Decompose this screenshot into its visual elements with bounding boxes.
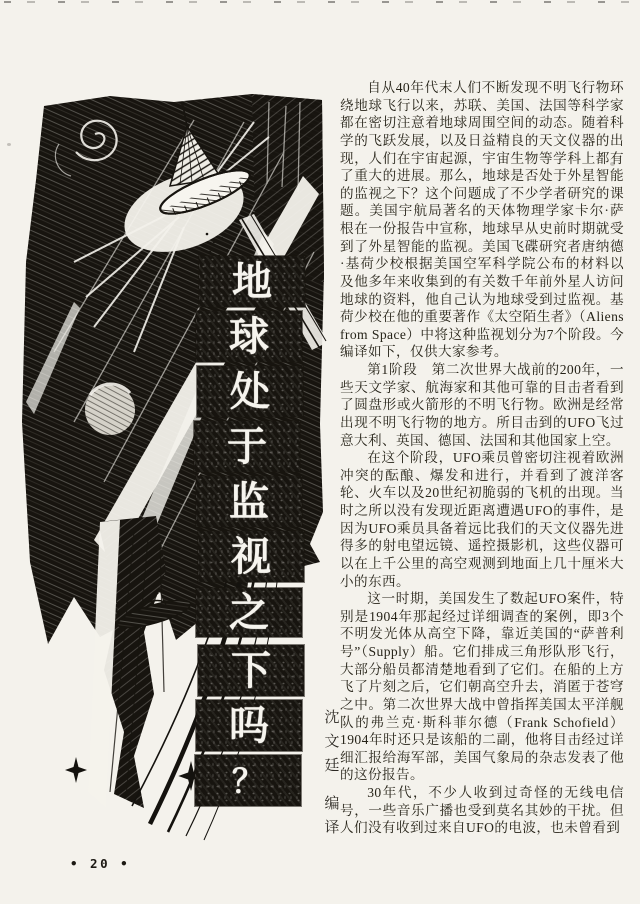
byline-role-char: 译 bbox=[324, 820, 340, 836]
title-char: ？ bbox=[231, 761, 264, 800]
title-char-block bbox=[195, 755, 301, 806]
article-body bbox=[340, 79, 624, 837]
title-char-block bbox=[198, 531, 304, 582]
article-paragraph: 第1阶段 第二次世界大战前的200年，一些天文学家、航海家和其他可靠的目击者看到了圆盘形或火箭形的不明飞行物。欧洲是经常出现不明飞行物的地方。所目击到的UFO飞过意大利、英国、德国、法国和其他国家上空。 bbox=[340, 362, 624, 448]
scan-artifact-line bbox=[4, 1, 636, 3]
article-paragraph: 这一时期，美国发生了数起UFO案件，特别是1904年那起经过详细调查的案例，即3个不明发光体从高空下降，靠近美国的“萨普利号”（Supply）船。它们排成三角形队形飞行，大部分船员都清楚地看到了它们。在船的上方飞了片刻之后，它们朝高空升去，消匿于苍穹之中。第二次世界大战中曾指挥美国太平洋舰队的弗兰克·斯科菲尔德（Frank Schofield）1904年时还只是该船的二副，他将目击经过详细汇报给海军部，美国气象局的杂志发表了他的这份报告。 bbox=[340, 591, 624, 783]
title-char-block bbox=[197, 366, 303, 417]
title-char-block bbox=[194, 421, 300, 472]
title-char: 地 bbox=[232, 257, 272, 305]
page-number: • 20 • bbox=[70, 856, 131, 871]
title-char-block bbox=[196, 311, 302, 362]
byline-char: 廷 bbox=[324, 758, 340, 774]
byline-char: 沈 bbox=[324, 710, 340, 726]
title-char: 于 bbox=[227, 422, 267, 470]
title-char: 下 bbox=[231, 646, 271, 694]
title-char: 处 bbox=[230, 367, 270, 415]
article-paragraph: 在这个阶段，UFO乘员曾密切注视着欧洲冲突的酝酿、爆发和进行，并看到了渡洋客轮、火车以及20世纪初脆弱的飞机的出现。当时之所以没有发现近距离遭遇UFO的事件，是因为UFO乘员具备着远比我们的天文仪器先进得多的射电望远镜、遥控摄影机，这些仪器可以在上千公里的高空观测到地面上几十厘米大小的东西。 bbox=[340, 450, 624, 589]
article-paragraph: 自从40年代末人们不断发现不明飞行物环绕地球飞行以来，苏联、美国、法国等科学家都在密切注意着地球周围空间的动态。随着科学的飞跃发展，以及日益精良的天文仪器的出现，人们在宇宙起源，宇宙生物等学科上都有了重大的进展。那么，地球是否处于外星智能的监视之下？这个问题成了不少学者研究的课题。美国宇航局著名的天体物理学家卡尔·萨根在一份报告中宣称，地球早从史前时期就受到了外星智能的监视。美国飞碟研究者唐纳德·基荷少校根据美国空军科学院公布的材料以及他多年来收集到的有关数千年前外星人访问地球的资料，他自己认为地球受到过监视。基荷少校在他的重要著作《太空陌生者》（Aliens from Space）中将这种监视划分为7个阶段。今编译如下，仅供大家参考。 bbox=[340, 80, 624, 360]
title-char: 之 bbox=[229, 588, 269, 636]
scan-speck bbox=[7, 143, 11, 146]
title-char-block bbox=[196, 476, 302, 527]
byline-role-char: 编 bbox=[324, 796, 340, 812]
title-char-block bbox=[196, 700, 302, 751]
title-char-block bbox=[196, 588, 302, 637]
title-char-block bbox=[198, 645, 304, 696]
title-char-block bbox=[199, 256, 305, 307]
article-paragraph: 30年代，不少人收到过奇怪的无线电信号，一些音乐广播也受到莫名其妙的干扰。但人们没有收到过来自UFO的电波，也未曾看到 bbox=[340, 785, 624, 836]
planet-sphere bbox=[85, 384, 135, 435]
byline-char: 文 bbox=[324, 734, 340, 750]
title-char: 吗 bbox=[229, 701, 269, 749]
title-char: 球 bbox=[229, 312, 269, 360]
title-char: 监 bbox=[229, 477, 269, 525]
title-char: 视 bbox=[231, 532, 271, 580]
